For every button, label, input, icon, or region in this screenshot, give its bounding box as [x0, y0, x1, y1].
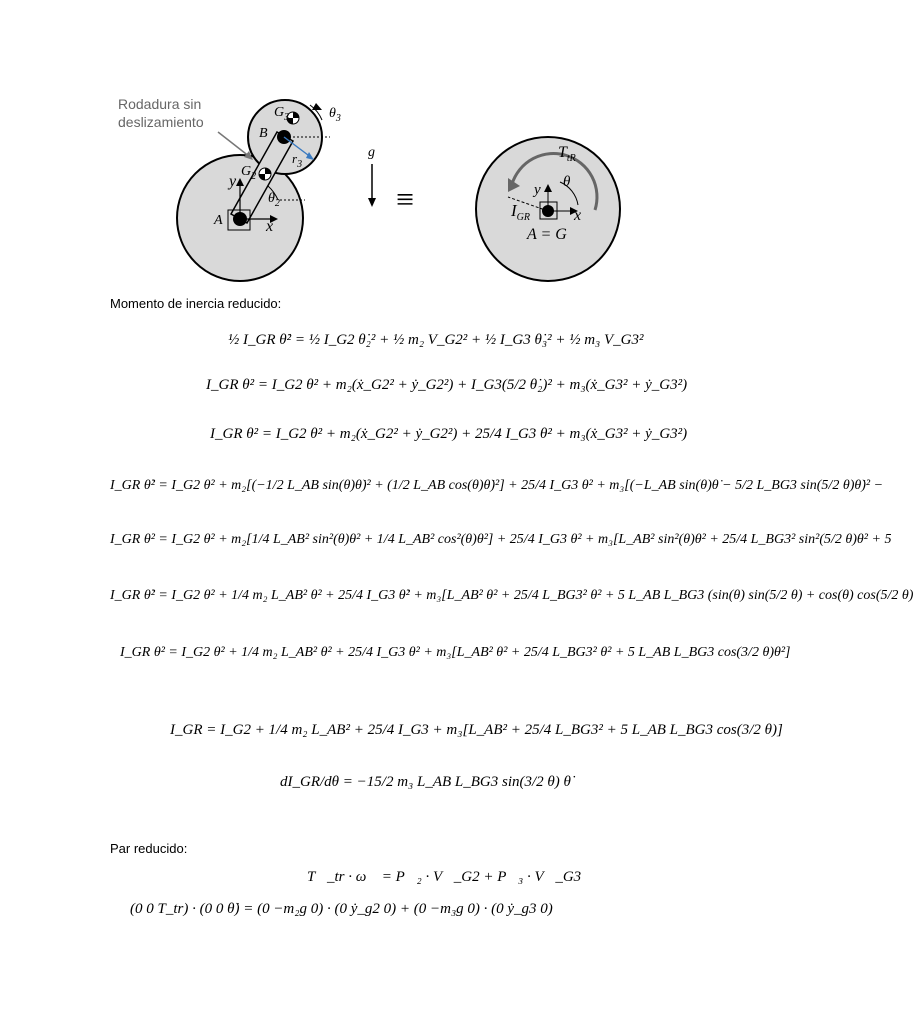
section-title-torque: Par reducido:: [110, 841, 188, 856]
equivalence-symbol: ≡: [396, 181, 415, 217]
equation-3: I_GR θ² = I_G2 θ² + m₂(ẋ_G2² + ẏ_G2²) + 25/4 I_G3 θ² + m₃(ẋ_G3² + ẏ_G3²): [210, 426, 688, 442]
label-r3: $r_3$: [292, 151, 303, 170]
equation-10: T⃗_tr · ω⃗ = P⃗₂ · V⃗_G2 + P⃗₃ · V⃗_G3: [307, 869, 582, 885]
label-theta2: $\theta_2$: [268, 191, 280, 209]
annotation-text: Rodadura sin deslizamiento: [118, 96, 204, 130]
equation-7: I_GR θ² = I_G2 θ² + 1/4 m₂ L_AB² θ² + 25/4 I_G3 θ² + m₃[L_AB² θ² + 25/4 L_BG3² θ² + 5 L_AB L_BG3 cos(3/2 θ)θ²]: [120, 645, 791, 660]
label-i-gr: $I_{GR}$: [511, 201, 531, 223]
equation-5: I_GR θ² = I_G2 θ² + m₂[1/4 L_AB² sin²(θ)θ² + 1/4 L_AB² cos²(θ)θ²] + 25/4 I_G3 θ² + m₃[L_AB² sin²(θ)θ² + 25/4 L_BG3² sin²(5/2 θ)θ² + 5: [110, 532, 892, 547]
label-y-right: y: [534, 182, 541, 198]
label-theta-right: θ: [563, 174, 571, 190]
label-x-right: x: [574, 207, 582, 224]
section-title-inertia: Momento de inercia reducido:: [110, 296, 282, 311]
equation-9: dI_GR/dθ = −15/2 m₃ L_AB L_BG3 sin(3/2 θ) θ̇: [280, 774, 571, 790]
label-y-left: y: [229, 173, 237, 190]
equation-8: I_GR = I_G2 + 1/4 m₂ L_AB² + 25/4 I_G3 + m₃[L_AB² + 25/4 L_BG3² + 5 L_AB L_BG3 cos(3/2 θ)]: [170, 722, 783, 738]
equation-2: I_GR θ² = I_G2 θ² + m₂(ẋ_G2² + ẏ_G2²) + I_G3(5/2 θ̇₂)² + m₃(ẋ_G3² + ẏ_G3²): [206, 377, 688, 393]
label-theta3: $\theta_3$: [329, 106, 341, 124]
label-a: A: [214, 213, 223, 228]
label-gravity: g⃗: [368, 145, 386, 160]
label-x-left: x: [266, 218, 274, 235]
equation-1: ½ I_GR θ̇² = ½ I_G2 θ̇₂² + ½ m₂ V_G2² + ½ I_G3 θ̇₃² + ½ m₃ V_G3²: [228, 332, 644, 348]
equation-11: (0 0 T_tr) · (0 0 θ̇) = (0 −m₂g 0) · (0 ẏ_g2 0) + (0 −m₃g 0) · (0 ẏ_g3 0): [130, 901, 553, 917]
label-g3: $G_3$: [274, 105, 290, 123]
label-g2: $G_2$: [241, 164, 257, 182]
label-a-equals-g: A = G: [527, 226, 567, 243]
equation-4: I_GR θ̇² = I_G2 θ² + m₂[(−1/2 L_AB sin(θ)θ̇)² + (1/2 L_AB cos(θ)θ̇)²] + 25/4 I_G3 θ² + m₃[(−L_AB sin(θ)θ̇ − 5/2 L_BG3 sin(5/2 θ)θ̇)² −: [110, 478, 884, 493]
equation-6: I_GR θ̇² = I_G2 θ² + 1/4 m₂ L_AB² θ² + 25/4 I_G3 θ̇² + m₃[L_AB² θ² + 25/4 L_BG3² θ² + 5 L_AB L_BG3 (sin(θ) sin(5/2 θ) + cos(θ) cos(5/2 θ): [110, 588, 913, 603]
label-t-tr: $T_{tR}$: [558, 144, 576, 164]
label-b: B: [259, 126, 268, 141]
g2-symbol: [259, 168, 271, 180]
